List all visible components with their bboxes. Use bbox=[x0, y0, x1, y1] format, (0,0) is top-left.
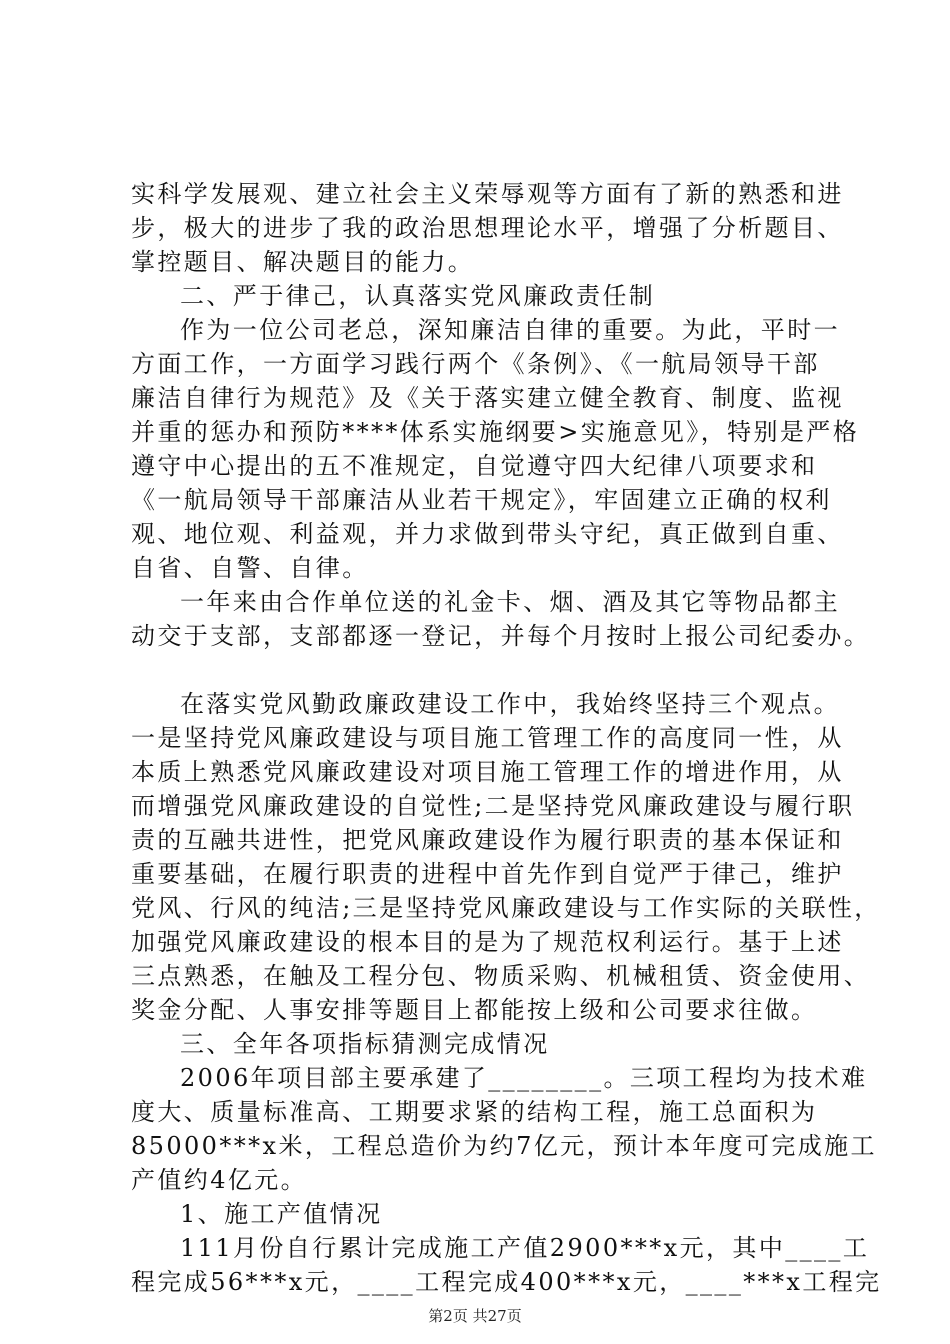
text-line: 廉洁自律行为规范》及《关于落实建立健全教育、制度、监视 bbox=[131, 384, 844, 412]
text-line: 一是坚持党风廉政建设与项目施工管理工作的高度同一性，从 bbox=[131, 724, 844, 752]
text-line: 并重的惩办和预防****体系实施纲要>实施意见》，特别是严格 bbox=[131, 418, 860, 446]
text-line: 党风、行风的纯洁;三是坚持党风廉政建设与工作实际的关联性， bbox=[131, 894, 881, 922]
text-line: 在落实党风勤政廉政建设工作中，我始终坚持三个观点。 bbox=[180, 690, 840, 718]
text-line: 掌控题目、解决题目的能力。 bbox=[131, 248, 475, 276]
section-heading: 三、全年各项指标猜测完成情况 bbox=[180, 1030, 550, 1058]
text-line: 而增强党风廉政建设的自觉性;二是坚持党风廉政建设与履行职 bbox=[131, 792, 855, 820]
section-heading: 二、严于律己，认真落实党风廉政责任制 bbox=[180, 282, 656, 310]
text-line: 度大、质量标准高、工期要求紧的结构工程，施工总面积为 bbox=[131, 1098, 818, 1126]
text-line: 责的互融共进性，把党风廉政建设作为履行职责的基本保证和 bbox=[131, 826, 844, 854]
text-line: 产值约4亿元。 bbox=[131, 1166, 308, 1194]
text-line: 步，极大的进步了我的政治思想理论水平，增强了分析题目、 bbox=[131, 214, 844, 242]
text-line: 一年来由合作单位送的礼金卡、烟、酒及其它等物品都主 bbox=[180, 588, 840, 616]
text-line: 动交于支部，支部都逐一登记，并每个月按时上报公司纪委办。 bbox=[131, 622, 871, 650]
text-line: 观、地位观、利益观，并力求做到带头守纪，真正做到自重、 bbox=[131, 520, 844, 548]
text-line: 实科学发展观、建立社会主义荣辱观等方面有了新的熟悉和进 bbox=[131, 180, 844, 208]
page-number-footer: 第2页 共27页 bbox=[428, 1307, 522, 1325]
text-line: 重要基础，在履行职责的进程中首先作到自觉严于律己，维护 bbox=[131, 860, 844, 888]
text-line: 三点熟悉，在触及工程分包、物质采购、机械租赁、资金使用、 bbox=[131, 962, 871, 990]
text-line: 奖金分配、人事安排等题目上都能按上级和公司要求往做。 bbox=[131, 996, 818, 1024]
subsection-heading: 1、施工产值情况 bbox=[180, 1200, 383, 1228]
text-line: 作为一位公司老总，深知廉洁自律的重要。为此，平时一 bbox=[180, 316, 840, 344]
text-line: 方面工作，一方面学习践行两个《条例》、《一航局领导干部 bbox=[131, 350, 820, 378]
text-line: 遵守中心提出的五不准规定，自觉遵守四大纪律八项要求和 bbox=[131, 452, 818, 480]
text-line: 程完成56***x元，____工程完成400***x元，____***x工程完 bbox=[131, 1268, 882, 1296]
text-line: 2006年项目部主要承建了________。三项工程均为技术难 bbox=[180, 1064, 868, 1092]
text-line: 加强党风廉政建设的根本目的是为了规范权利运行。基于上述 bbox=[131, 928, 844, 956]
text-line: 《一航局领导干部廉洁从业若干规定》，牢固建立正确的权利 bbox=[131, 486, 832, 514]
text-line: 本质上熟悉党风廉政建设对项目施工管理工作的增进作用，从 bbox=[131, 758, 844, 786]
text-line: 111月份自行累计完成施工产值2900***x元，其中____工 bbox=[180, 1234, 870, 1262]
text-line: 自省、自警、自律。 bbox=[131, 554, 369, 582]
text-line: 85000***x米，工程总造价为约7亿元，预计本年度可完成施工 bbox=[131, 1132, 877, 1160]
